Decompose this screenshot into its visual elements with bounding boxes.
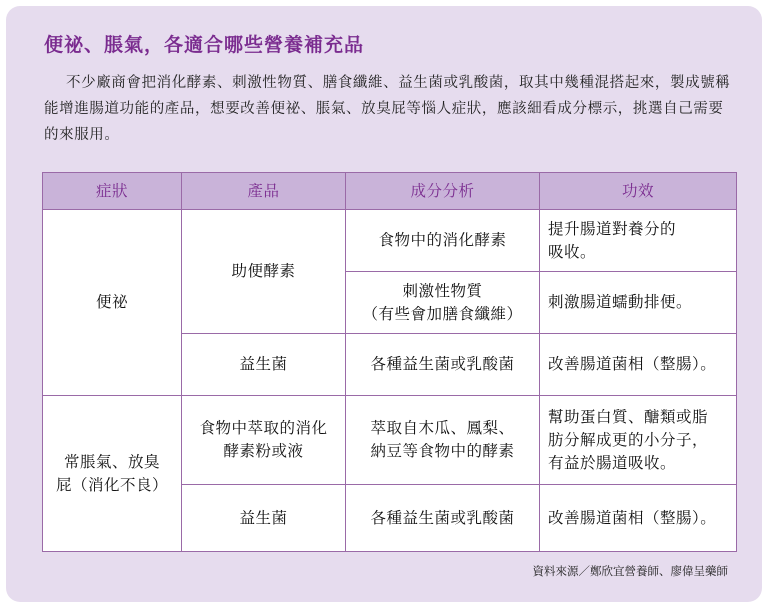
product-cell: 食物中萃取的消化 酵素粉或液 <box>182 396 346 485</box>
header-product: 產品 <box>182 173 346 210</box>
page-title: 便祕、脹氣，各適合哪些營養補充品 <box>44 34 365 56</box>
ingredient-cell: 萃取自木瓜、鳳梨、 納豆等食物中的酵素 <box>346 396 540 485</box>
product-cell: 益生菌 <box>182 485 346 552</box>
source-credit: 資料來源／鄭欣宜營養師、廖偉呈藥師 <box>532 564 728 578</box>
effect-cell: 改善腸道菌相（整腸）。 <box>540 485 737 552</box>
effect-cell: 改善腸道菌相（整腸）。 <box>540 334 737 396</box>
ingredient-cell: 食物中的消化酵素 <box>346 210 540 272</box>
ingredient-cell: 各種益生菌或乳酸菌 <box>346 334 540 396</box>
symptom-cell: 便祕 <box>43 210 182 396</box>
table-header-row <box>43 173 737 210</box>
table-row <box>43 396 737 485</box>
header-effect: 功效 <box>540 173 737 210</box>
symptom-cell: 常脹氣、放臭 屁（消化不良） <box>43 396 182 552</box>
effect-cell: 提升腸道對養分的 吸收。 <box>540 210 737 272</box>
effect-cell: 刺激腸道蠕動排便。 <box>540 272 737 334</box>
intro-paragraph: 不少廠商會把消化酵素、刺激性物質、膳食纖維、益生菌或乳酸菌，取其中幾種混搭起來，製成號稱能增進腸道功能的產品，想要改善便祕、脹氣、放臭屁等惱人症狀，應該細看成分標示，挑選自己需要的來服用。 <box>44 75 731 143</box>
supplement-table <box>42 172 737 552</box>
table-row <box>43 210 737 272</box>
header-ingredients: 成分分析 <box>346 173 540 210</box>
ingredient-cell: 各種益生菌或乳酸菌 <box>346 485 540 552</box>
product-cell: 益生菌 <box>182 334 346 396</box>
product-cell: 助便酵素 <box>182 210 346 334</box>
effect-cell: 幫助蛋白質、醣類或脂 肪分解成更的小分子， 有益於腸道吸收。 <box>540 396 737 485</box>
header-symptom: 症狀 <box>43 173 182 210</box>
ingredient-cell: 刺激性物質 （有些會加膳食纖維） <box>346 272 540 334</box>
